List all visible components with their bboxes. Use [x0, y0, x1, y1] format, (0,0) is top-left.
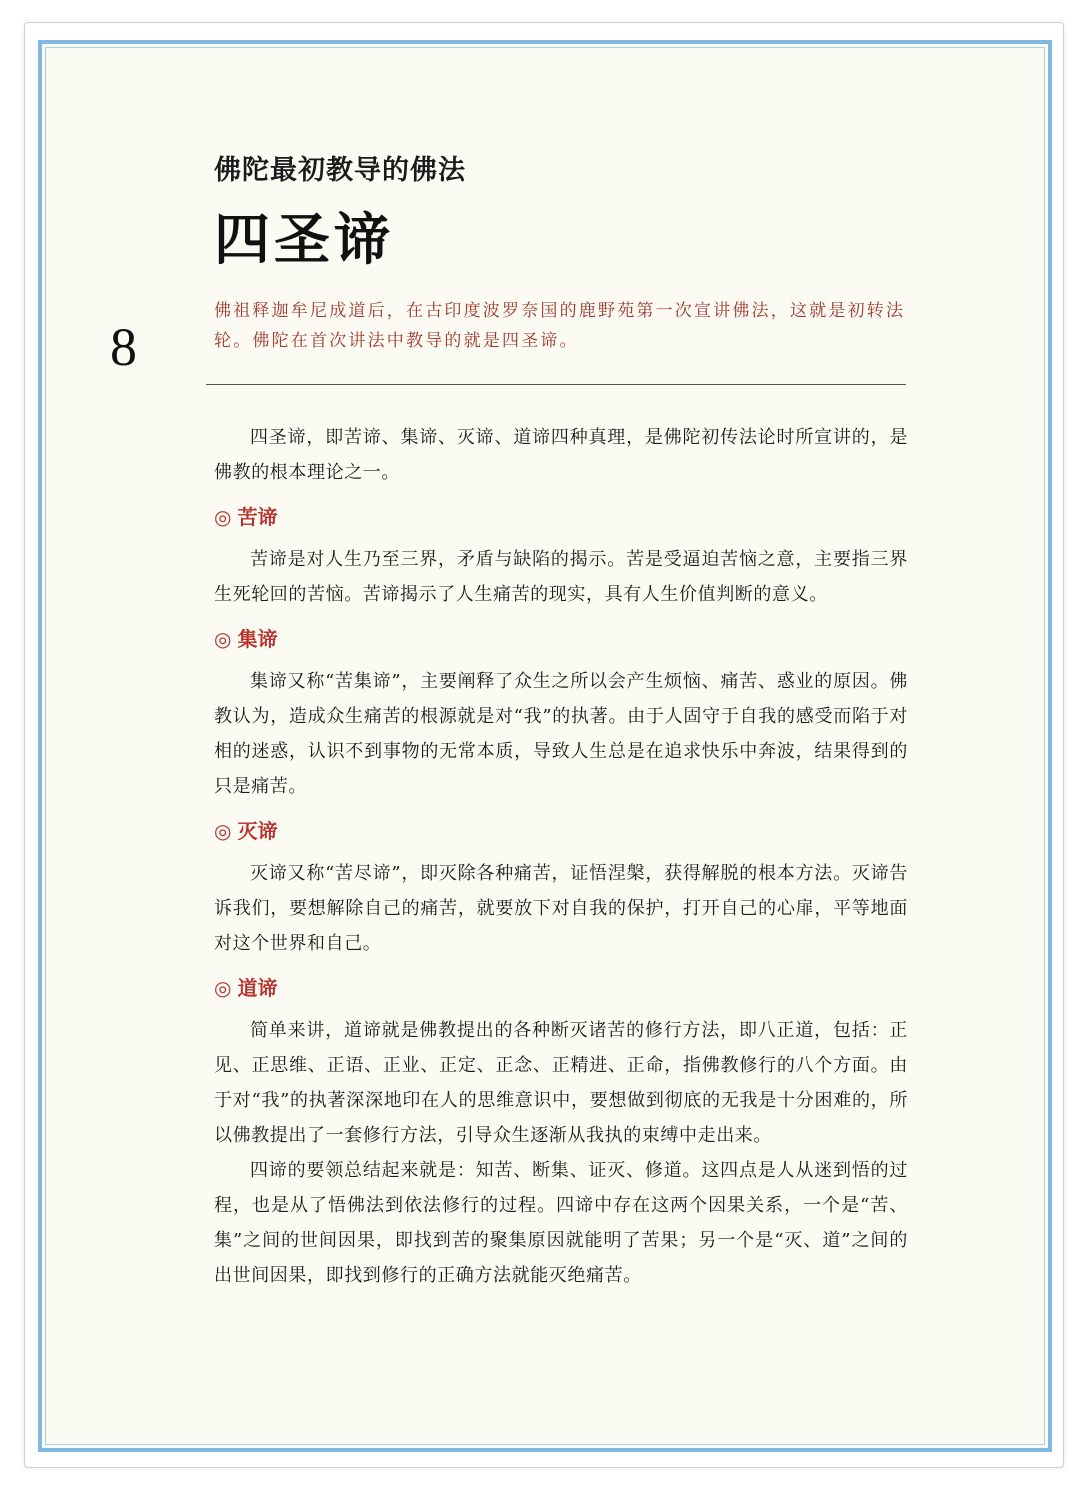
- article-body: [214, 420, 908, 1293]
- double-circle-icon: ◎: [214, 505, 232, 529]
- page-number: 8: [110, 317, 137, 377]
- section-heading: [214, 816, 908, 846]
- section-heading-label: 道谛: [237, 976, 278, 1000]
- section-paragraph: 简单来讲，道谛就是佛教提出的各种断灭诸苦的修行方法，即八正道，包括：正见、正思维、正语、正业、正定、正念、正精进、正命，指佛教修行的八个方面。由于对“我”的执著深深地印在人的思维意识中，要想做到彻底的无我是十分困难的，所以佛教提出了一套修行方法，引导众生逐渐从我执的束缚中走出来。: [214, 1020, 908, 1146]
- summary-paragraph: 四谛的要领总结起来就是：知苦、断集、证灭、修道。这四点是人从迷到悟的过程，也是从了悟佛法到依法修行的过程。四谛中存在这两个因果关系，一个是“苦、集”之间的世间因果，即找到苦的聚集原因就能明了苦果；另一个是“灭、道”之间的出世间因果，即找到修行的正确方法就能灭绝痛苦。: [214, 1160, 908, 1286]
- section-daodi: [214, 973, 908, 1293]
- section-heading: [214, 502, 908, 532]
- double-circle-icon: ◎: [214, 976, 232, 1000]
- section-kudi: [214, 502, 908, 612]
- section-paragraph: 集谛又称“苦集谛”，主要阐释了众生之所以会产生烦恼、痛苦、惑业的原因。佛教认为，造成众生痛苦的根源就是对“我”的执著。由于人固守于自我的感受而陷于对相的迷惑，认识不到事物的无常本质，导致人生总是在追求快乐中奔波，结果得到的只是痛苦。: [214, 671, 908, 797]
- intro-text: 佛祖释迦牟尼成道后，在古印度波罗奈国的鹿野苑第一次宣讲佛法，这就是初转法轮。佛陀在首次讲法中教导的就是四圣谛。: [214, 301, 906, 351]
- section-jidi: [214, 624, 908, 804]
- section-paragraph: 苦谛是对人生乃至三界，矛盾与缺陷的揭示。苦是受逼迫苦恼之意，主要指三界生死轮回的苦恼。苦谛揭示了人生痛苦的现实，具有人生价值判断的意义。: [214, 549, 908, 605]
- section-heading: [214, 624, 908, 654]
- double-circle-icon: ◎: [214, 627, 232, 651]
- double-circle-icon: ◎: [214, 819, 232, 843]
- divider-rule: [206, 384, 906, 385]
- section-miedi: [214, 816, 908, 961]
- page-title: 四圣谛: [214, 207, 394, 273]
- section-heading-label: 苦谛: [237, 505, 278, 529]
- section-heading-label: 灭谛: [237, 819, 278, 843]
- page-subtitle: 佛陀最初教导的佛法: [214, 155, 466, 186]
- section-paragraph: 灭谛又称“苦尽谛”，即灭除各种痛苦，证悟涅槃，获得解脱的根本方法。灭谛告诉我们，要想解除自己的痛苦，就要放下对自我的保护，打开自己的心扉，平等地面对这个世界和自己。: [214, 863, 908, 954]
- section-heading-label: 集谛: [237, 627, 278, 651]
- opening-paragraph: 四圣谛，即苦谛、集谛、灭谛、道谛四种真理，是佛陀初传法论时所宣讲的，是佛教的根本理论之一。: [214, 427, 908, 483]
- section-heading: [214, 973, 908, 1003]
